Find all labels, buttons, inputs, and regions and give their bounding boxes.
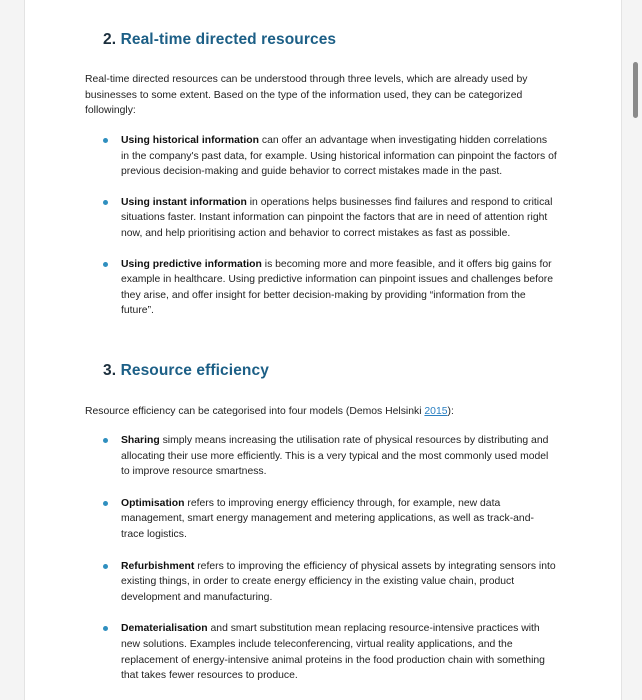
bullet-icon [103,438,108,443]
list-item-text: refers to improving the efficiency of physical assets by integrating sensors into existing things, in order to create energy efficiency in the existing value chain, product development and manufacturing. [121,560,556,603]
bullet-icon [103,138,108,143]
bullet-icon [103,262,108,267]
list-item [85,133,557,180]
section-3-heading [103,362,269,380]
list-item [85,257,557,319]
list-item-text: refers to improving energy efficiency through, for example, new data management, smart energy management and metering applications, as well as track-and-trace logistics. [121,497,534,540]
list-item-term: Using predictive information [121,258,262,270]
bullet-icon [103,200,108,205]
list-item-text: is becoming more and more feasible, and it offers big gains for example in healthcare. Using predictive information can pinpoint issues and challenges before they arise, and offer insight for better decision-making by providing “information from the future”. [121,258,554,317]
list-item-term: Optimisation [121,497,185,509]
left-margin [0,0,25,700]
section-3-title: Resource efficiency [120,362,269,379]
section-3-number: 3. [103,362,117,379]
list-item [85,195,557,242]
list-item-term: Refurbishment [121,560,195,572]
bullet-icon [103,501,108,506]
list-item [85,621,557,683]
list-item [85,496,557,543]
list-item-text: and smart substitution mean replacing resource-intensive practices with new solutions. Examples include teleconferencing, virtual reality applications, and the replacement of energy-intensive animal proteins in the food production chain with something that takes fewer resources to produce. [121,623,545,682]
list-item-term: Dematerialisation [121,623,208,635]
list-item-term: Using instant information [121,196,247,208]
list-item-term: Sharing [121,435,160,446]
section-3-intro-text: Resource efficiency can be categorised into four models (Demos Helsinki [85,406,425,417]
list-item-text: simply means increasing the utilisation rate of physical resources by distributing and allocating their use more efficiently. This is a very typical and the most commonly used model to improve resource smartness. [121,435,549,478]
scrollbar-thumb[interactable] [633,62,638,118]
list-item-term: Using historical information [121,135,259,146]
section-3-intro [85,404,555,420]
section-2-number: 2. [103,31,117,48]
section-2-title: Real-time directed resources [120,31,337,48]
bullet-icon [103,564,108,569]
list-item [85,433,557,480]
list-item-text: can offer an advantage when investigating hidden correlations in the company's past data, for example. Using historical information can pinpoint the factors of previous decision-making and guide behavior to correct mistakes made in the past. [121,135,557,178]
list-item-text: in operations helps businesses find failures and respond to critical situations faster. Instant information can pinpoint the factors that are in need of attention right now, and help prioritising action and behavior to correct mistakes as fast as possible. [121,196,553,239]
section-3-intro-end: ): [447,406,454,417]
citation-link[interactable]: 2015 [424,406,448,417]
scrollbar-track[interactable] [621,0,642,700]
bullet-icon [103,626,108,631]
section-2-heading [103,31,336,49]
list-item [85,559,557,606]
section-3-list [85,433,557,684]
section-2-intro: Real-time directed resources can be understood through three levels, which are already used by businesses to some extent. Based on the type of the information used, they can be categorized followingly: [85,74,528,117]
section-2-list [85,133,557,319]
